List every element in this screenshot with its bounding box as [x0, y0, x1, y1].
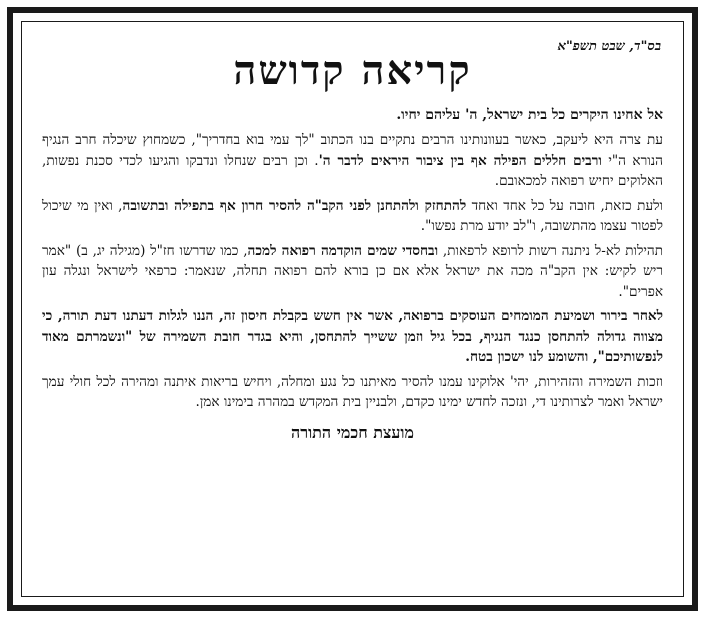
- paragraph-4-seg-0: לאחר בירור ושמיעת המומחים העוסקים ברפואה, אשר אין חשש בקבלת חיסון זה, הננו לגלות דעתנו דעת תורה, כי מצווה גדולה להתחסן כנגד הנגיף, בכל גיל וזמן ששייך להתחסן, והיא בגדר חובת השמירה של "ונשמרתם מאוד לנפשותיכם", והשומע לנו ישכון בטח.: [42, 308, 663, 365]
- paragraph-2-seg-0: ולעת כזאת, חובה על כל אחד ואחד: [466, 197, 663, 214]
- paragraph-2-seg-1: להתחזק ולהתחנן לפני הקב"ה להסיר חרון אף בתפילה ובתשובה: [122, 197, 467, 214]
- paragraph-5: [42, 372, 663, 413]
- notice-body: [21, 21, 684, 597]
- paragraph-1-seg-0: עת צרה היא ליעקב, כאשר בעוונותינו הרבים נתקיים בנו הכתוב "לך עמי בוא בחדריך", כשמחוץ שיכלה חרב הנגיף הנורא ה"י: [42, 132, 663, 169]
- paragraph-4: [42, 306, 663, 368]
- date-line: בס"ד, שבט תשפ"א: [557, 39, 661, 54]
- paragraph-3-seg-0: תהילות לא-ל ניתנה רשות לרופא לרפאות,: [438, 242, 663, 259]
- paragraph-3-seg-2: , כמו שדרשו חז"ל (מגילה יג, ב) "אמר ריש לקיש: אין הקב"ה מכה את ישראל אלא אם כן בורא להם רפואה תחלה, שנאמר: כרפאי לישראל ונגלה עון אפרים".: [42, 242, 663, 300]
- paragraph-5-seg-0: וזכות השמירה והזהירות, יהי' אלוקינו עמנו להסיר מאיתנו כל נגע ומחלה, ויחיש בריאות איתנה ומהירה לכל חולי עמך ישראל ואמר לצרותינו די, ונזכה לחדש ימינו כקדם, ולבניין בית המקדש במהרה בימינו אמן.: [42, 373, 663, 410]
- address-line: אל אחינו היקרים כל בית ישראל, ה' עליהם יחיו.: [396, 107, 663, 123]
- paragraph-1-seg-2: . וכן רבים שנחלו ונדבקו והגיעו לכדי סכנת נפשות, האלוקים יחיש רפואה למכאובם.: [42, 152, 663, 189]
- signature: מועצת חכמי התורה: [291, 422, 414, 442]
- paragraph-1: [42, 130, 663, 192]
- paragraph-3: [42, 241, 663, 303]
- paragraph-2-seg-2: , ואין מי שיכול לפטור עצמו מהתשובה, ו"לב יודע מרת נפשו".: [42, 197, 663, 234]
- page-title: קריאה קדושה: [233, 47, 472, 94]
- paragraph-1-seg-1: ורבים חללים הפילה אף בין ציבור היראים לדבר ה': [318, 152, 602, 169]
- outer-frame: [7, 7, 698, 611]
- paragraph-3-seg-1: ובחסדי שמים הוקדמה רפואה למכה: [247, 242, 439, 259]
- paragraph-2: [42, 196, 663, 237]
